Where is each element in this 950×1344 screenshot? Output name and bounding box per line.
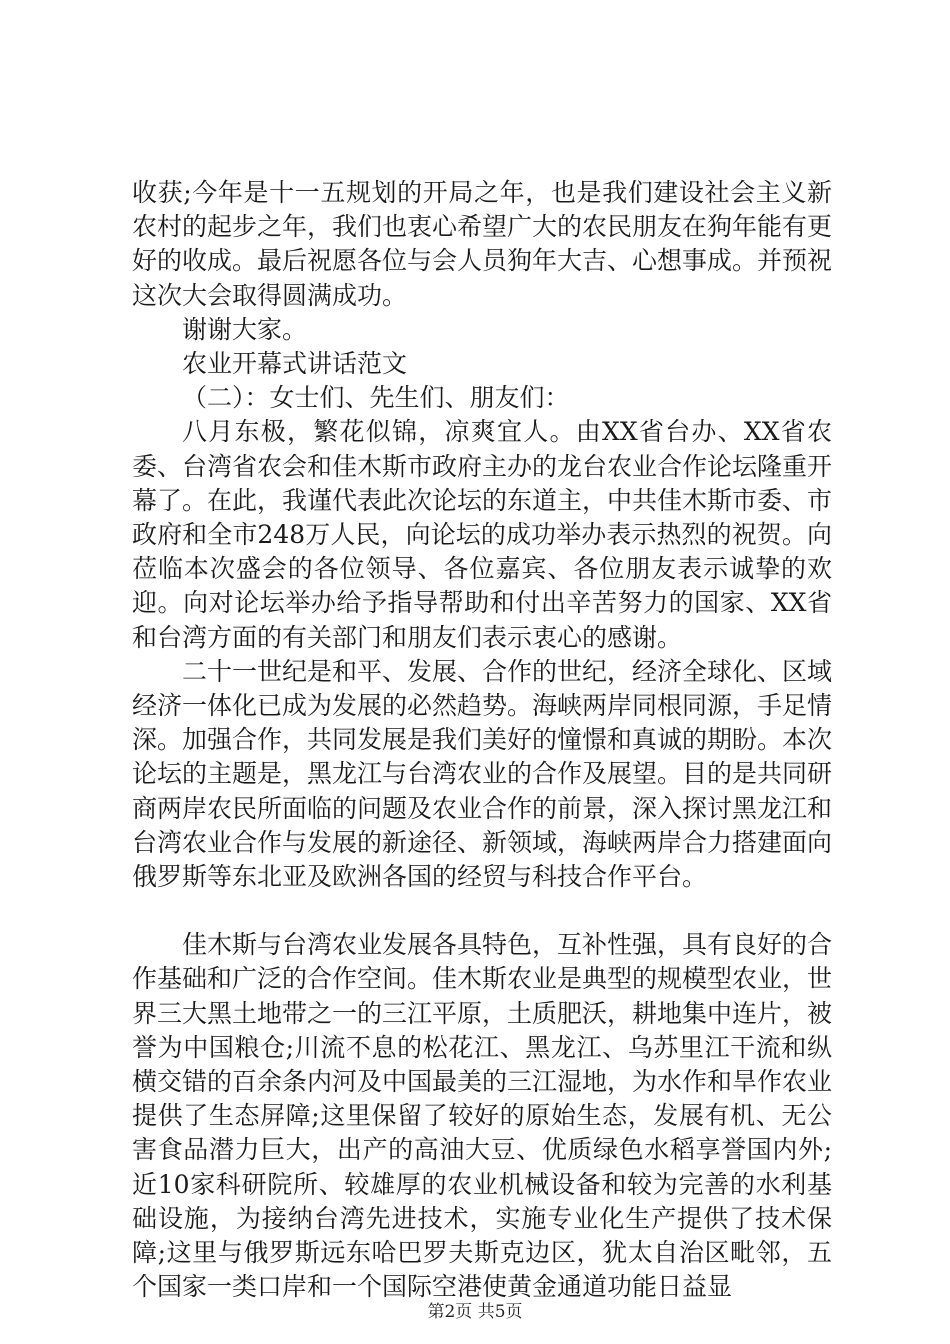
page-number-footer: 第2页 共5页 <box>427 1302 523 1322</box>
paragraph-forum-theme: 二十一世纪是和平、发展、合作的世纪，经济全球化、区域经济一体化已成为发展的必然趋势。海峡两岸同根同源，手足情深。加强合作，共同发展是我们美好的憧憬和真诚的期盼。本次论坛的主题是，黑龙江与台湾农业的合作及展望。目的是共同研商两岸农民所面临的问题及农业合作的前景，深入探讨黑龙江和台湾农业合作与发展的新途径、新领域，海峡两岸合力搭建面向俄罗斯等东北亚及欧洲各国的经贸与科技合作平台。 <box>132 656 833 892</box>
paragraph-thanks: 谢谢大家。 <box>182 314 308 344</box>
paragraph-closing-remarks: 收获;今年是十一五规划的开局之年，也是我们建设社会主义新农村的起步之年，我们也衷心希望广大的农民朋友在狗年能有更好的收成。最后祝愿各位与会人员狗年大吉、心想事成。并预祝这次大会取得圆满成功。 <box>132 178 833 310</box>
document-body <box>132 176 832 1305</box>
section-title: 农业开幕式讲话范文 <box>182 349 408 379</box>
paragraph-welcome: 八月东极，繁花似锦，凉爽宜人。由XX省台办、XX省农委、台湾省农会和佳木斯市政府主办的龙台农业合作论坛隆重开幕了。在此，我谨代表此次论坛的东道主，中共佳木斯市委、市政府和全市248万人民，向论坛的成功举办表示热烈的祝贺。向莅临本次盛会的各位领导、各位嘉宾、各位朋友表示诚挚的欢迎。向对论坛举办给予指导帮助和付出辛苦努力的国家、XX省和台湾方面的有关部门和朋友们表示衷心的感谢。 <box>132 417 833 652</box>
paragraph-gap <box>132 894 832 928</box>
salutation: （二）：女士们、先生们、朋友们： <box>182 383 570 413</box>
paragraph-jiamusi-agriculture: 佳木斯与台湾农业发展各具特色，互补性强，具有良好的合作基础和广泛的合作空间。佳木斯农业是典型的规模型农业，世界三大黑土地带之一的三江平原，土质肥沃，耕地集中连片，被誉为中国粮仓;川流不息的松花江、黑龙江、乌苏里江干流和纵横交错的百余条内河及中国最美的三江湿地，为水作和旱作农业提供了生态屏障;这里保留了较好的原始生态，发展有机、无公害食品潜力巨大，出产的高油大豆、优质绿色水稻享誉国内外;近10家科研院所、较雄厚的农业机械设备和较为完善的水利基础设施，为接纳台湾先进技术，实施专业化生产提供了技术保障;这里与俄罗斯远东哈巴罗夫斯克边区，犹太自治区毗邻，五个国家一类口岸和一个国际空港使黄金通道功能日益显 <box>132 930 833 1302</box>
